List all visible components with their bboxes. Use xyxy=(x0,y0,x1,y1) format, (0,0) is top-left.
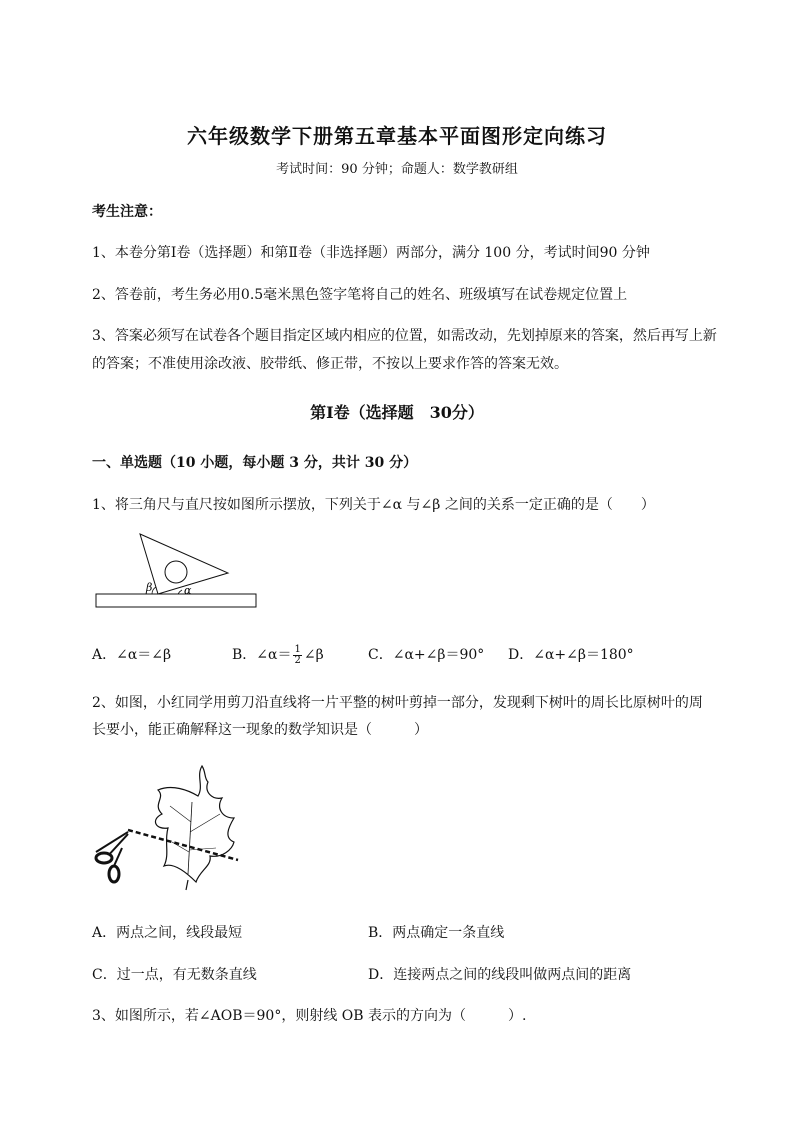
notice-item-3-cont: 的答案；不准使用涂改液、胶带纸、修正带，不按以上要求作答的答案无效。 xyxy=(92,356,568,372)
part-heading: 一、单选题（10 小题，每小题 3 分，共计 30 分） xyxy=(92,455,418,471)
notice-item-1: 1、本卷分第Ⅰ卷（选择题）和第Ⅱ卷（非选择题）两部分，满分 100 分，考试时间90 分钟 xyxy=(92,245,650,261)
question-2-stem-line1: 2、如图，小红同学用剪刀沿直线将一片平整的树叶剪掉一部分，发现剩下树叶的周长比原树叶的周 xyxy=(92,695,703,711)
q2-option-c[interactable]: C．过一点，有无数条直线 xyxy=(92,967,257,983)
question-3-stem: 3、如图所示，若∠AOB＝90°，则射线 OB 表示的方向为（ ）. xyxy=(92,1008,527,1024)
q2-option-d[interactable]: D．连接两点之间的线段叫做两点间的距离 xyxy=(368,967,632,983)
triangle-ruler-figure xyxy=(90,530,265,612)
q2-option-b[interactable]: B．两点确定一条直线 xyxy=(368,925,505,941)
ruler-shape xyxy=(96,594,256,607)
leaf-outline xyxy=(155,766,234,882)
q1-option-b[interactable] xyxy=(232,644,324,666)
q1-option-d[interactable]: D．∠α+∠β＝180° xyxy=(508,647,634,663)
q1-option-a[interactable]: A．∠α＝∠β xyxy=(92,647,172,663)
q1-option-b-suffix: ∠β xyxy=(303,647,324,663)
q1-option-b-prefix: B．∠α＝ xyxy=(232,647,292,663)
beta-label: β xyxy=(146,581,153,594)
q2-option-a[interactable]: A．两点之间，线段最短 xyxy=(92,925,243,941)
question-1-stem: 1、将三角尺与直尺按如图所示摆放，下列关于∠α 与∠β 之间的关系一定正确的是（ ） xyxy=(92,497,655,513)
notice-heading: 考生注意： xyxy=(92,204,162,220)
fraction-denominator: 2 xyxy=(294,654,301,666)
question-2-stem-line2: 长要小，能正确解释这一现象的数学知识是（ ） xyxy=(92,722,428,738)
q1-option-c[interactable]: C．∠α+∠β＝90° xyxy=(368,647,485,663)
document-title: 六年级数学下册第五章基本平面图形定向练习 xyxy=(187,124,607,148)
leaf-scissors-figure xyxy=(92,762,252,897)
fraction-numerator: 1 xyxy=(294,643,301,655)
section-title: 第Ⅰ卷（选择题 30分） xyxy=(310,403,484,422)
notice-item-2: 2、答卷前，考生务必用0.5毫米黑色签字笔将自己的姓名、班级填写在试卷规定位置上 xyxy=(92,287,628,303)
notice-item-3: 3、答案必须写在试卷各个题目指定区域内相应的位置，如需改动，先划掉原来的答案，然后再写上新 xyxy=(92,328,717,344)
q1-option-b-fraction xyxy=(293,645,301,666)
alpha-label: α xyxy=(184,584,192,597)
set-square-hole xyxy=(165,561,187,583)
scissors-icon xyxy=(96,832,128,882)
exam-info: 考试时间：90 分钟；命题人：数学教研组 xyxy=(276,162,518,177)
